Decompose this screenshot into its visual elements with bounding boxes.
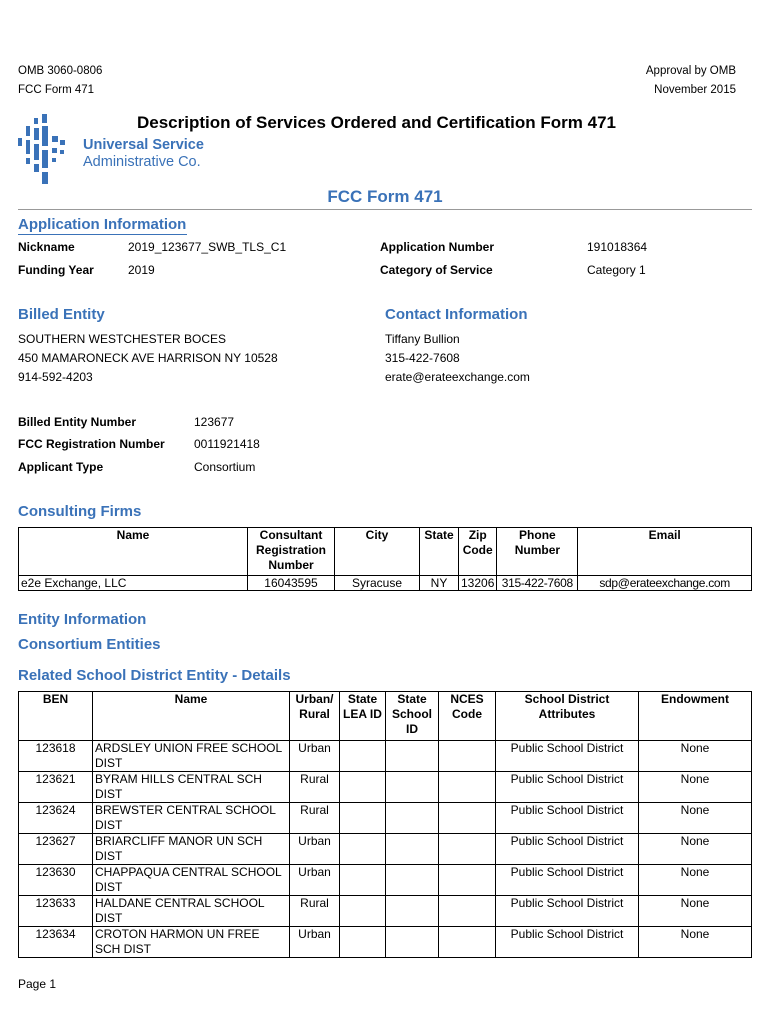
col-urban-rural: Urban/ Rural — [290, 692, 340, 741]
firm-email: sdp@erateexchange.com — [578, 576, 752, 591]
firm-registration: 16043595 — [248, 576, 335, 591]
table-row — [19, 865, 752, 896]
endowment-cell: None — [639, 896, 752, 927]
nces-cell — [439, 772, 496, 803]
applicant-type-value: Consortium — [194, 460, 256, 474]
table-row — [19, 896, 752, 927]
consulting-heading: Consulting Firms — [18, 503, 142, 520]
heading-underline — [18, 234, 187, 235]
col-registration: Consultant Registration Number — [248, 528, 335, 576]
ben-cell: 123633 — [19, 896, 93, 927]
applicant-type-label: Applicant Type — [18, 460, 104, 474]
table-row — [19, 803, 752, 834]
fcc-form-title: FCC Form 471 — [327, 187, 443, 206]
omb-number: OMB 3060-0806 — [18, 65, 103, 77]
col-ben: BEN — [19, 692, 93, 741]
table-header-row — [19, 692, 752, 741]
name-cell: CROTON HARMON UN FREE SCH DIST — [93, 927, 290, 958]
col-attributes: School District Attributes — [496, 692, 639, 741]
usac-logo-text — [83, 137, 204, 171]
page-number: Page 1 — [18, 977, 57, 991]
category-label: Category of Service — [380, 263, 493, 277]
name-cell: BYRAM HILLS CENTRAL SCH DIST — [93, 772, 290, 803]
col-name: Name — [19, 528, 248, 576]
firm-zip: 13206 — [459, 576, 497, 591]
billed-entity-heading: Billed Entity — [18, 306, 105, 323]
nces-cell — [439, 741, 496, 772]
contact-block — [385, 330, 530, 387]
col-name: Name — [93, 692, 290, 741]
table-row — [19, 834, 752, 865]
nces-cell — [439, 803, 496, 834]
col-endowment: Endowment — [639, 692, 752, 741]
billed-entity-name: SOUTHERN WESTCHESTER BOCES — [18, 332, 227, 346]
table-row — [19, 772, 752, 803]
ben-label: Billed Entity Number — [18, 415, 137, 429]
fcc-registration-label: FCC Registration Number — [18, 437, 165, 451]
endowment-cell: None — [639, 834, 752, 865]
urban-rural-cell: Rural — [290, 803, 340, 834]
header-right — [646, 62, 736, 100]
firm-state: NY — [420, 576, 459, 591]
urban-rural-cell: Urban — [290, 741, 340, 772]
fcc-registration-value: 0011921418 — [194, 437, 260, 451]
state-school-cell — [386, 865, 439, 896]
col-phone: Phone Number — [497, 528, 578, 576]
application-heading: Application Information — [18, 216, 187, 233]
ben-cell: 123621 — [19, 772, 93, 803]
usac-logo-icon — [16, 114, 80, 186]
attributes-cell: Public School District — [496, 834, 639, 865]
urban-rural-cell: Urban — [290, 865, 340, 896]
ben-cell: 123634 — [19, 927, 93, 958]
ben-cell: 123630 — [19, 865, 93, 896]
billed-entity-address: 450 MAMARONECK AVE HARRISON NY 10528 — [18, 351, 278, 365]
state-school-cell — [386, 741, 439, 772]
nces-cell — [439, 896, 496, 927]
state-lea-cell — [340, 741, 386, 772]
related-district-heading: Related School District Entity - Details — [18, 667, 291, 684]
billed-entity-phone: 914-592-4203 — [18, 370, 93, 384]
nces-cell — [439, 834, 496, 865]
entity-rows — [19, 741, 752, 958]
urban-rural-cell: Urban — [290, 927, 340, 958]
attributes-cell: Public School District — [496, 772, 639, 803]
category-value: Category 1 — [587, 263, 646, 277]
endowment-cell: None — [639, 741, 752, 772]
consortium-heading: Consortium Entities — [18, 636, 161, 653]
application-number-label: Application Number — [380, 240, 495, 254]
contact-email: erate@erateexchange.com — [385, 370, 530, 384]
attributes-cell: Public School District — [496, 896, 639, 927]
header-left — [18, 62, 102, 100]
name-cell: BREWSTER CENTRAL SCHOOL DIST — [93, 803, 290, 834]
approval-text: Approval by OMB — [645, 65, 736, 77]
ben-cell: 123627 — [19, 834, 93, 865]
urban-rural-cell: Rural — [290, 896, 340, 927]
table-row — [19, 927, 752, 958]
endowment-cell: None — [639, 772, 752, 803]
state-lea-cell — [340, 834, 386, 865]
col-city: City — [335, 528, 420, 576]
ben-cell: 123618 — [19, 741, 93, 772]
logo-line-1: Universal Service — [83, 137, 204, 153]
state-school-cell — [386, 927, 439, 958]
name-cell: HALDANE CENTRAL SCHOOL DIST — [93, 896, 290, 927]
form-number: FCC Form 471 — [18, 84, 95, 96]
urban-rural-cell: Rural — [290, 772, 340, 803]
nces-cell — [439, 927, 496, 958]
nickname-value: 2019_123677_SWB_TLS_C1 — [128, 240, 287, 254]
ben-value: 123677 — [194, 415, 235, 429]
state-lea-cell — [340, 865, 386, 896]
firm-phone: 315-422-7608 — [497, 576, 578, 591]
col-zip: Zip Code — [459, 528, 497, 576]
consulting-table — [18, 527, 752, 591]
entity-heading: Entity Information — [18, 611, 147, 628]
funding-year-label: Funding Year — [18, 263, 94, 277]
state-school-cell — [386, 896, 439, 927]
name-cell: BRIARCLIFF MANOR UN SCH DIST — [93, 834, 290, 865]
attributes-cell: Public School District — [496, 741, 639, 772]
state-school-cell — [386, 772, 439, 803]
firm-city: Syracuse — [335, 576, 420, 591]
name-cell: CHAPPAQUA CENTRAL SCHOOL DIST — [93, 865, 290, 896]
col-nces: NCES Code — [439, 692, 496, 741]
attributes-cell: Public School District — [496, 803, 639, 834]
state-school-cell — [386, 803, 439, 834]
col-email: Email — [578, 528, 752, 576]
nickname-label: Nickname — [18, 240, 75, 254]
state-lea-cell — [340, 927, 386, 958]
endowment-cell: None — [639, 803, 752, 834]
col-state: State — [420, 528, 459, 576]
logo-line-2: Administrative Co. — [83, 154, 201, 170]
nces-cell — [439, 865, 496, 896]
state-lea-cell — [340, 772, 386, 803]
contact-name: Tiffany Bullion — [385, 332, 460, 346]
attributes-cell: Public School District — [496, 865, 639, 896]
table-row — [19, 576, 752, 591]
entity-table — [18, 691, 752, 958]
endowment-cell: None — [639, 927, 752, 958]
attributes-cell: Public School District — [496, 927, 639, 958]
state-lea-cell — [340, 803, 386, 834]
table-row — [19, 741, 752, 772]
urban-rural-cell: Urban — [290, 834, 340, 865]
state-school-cell — [386, 834, 439, 865]
funding-year-value: 2019 — [128, 263, 155, 277]
firm-name: e2e Exchange, LLC — [19, 576, 248, 591]
col-state-lea: State LEA ID — [340, 692, 386, 741]
name-cell: ARDSLEY UNION FREE SCHOOL DIST — [93, 741, 290, 772]
ben-cell: 123624 — [19, 803, 93, 834]
endowment-cell: None — [639, 865, 752, 896]
col-state-school: State School ID — [386, 692, 439, 741]
divider — [18, 209, 752, 210]
billed-entity-block — [18, 330, 278, 387]
state-lea-cell — [340, 896, 386, 927]
contact-phone: 315-422-7608 — [385, 351, 460, 365]
contact-heading: Contact Information — [385, 306, 528, 323]
table-header-row — [19, 528, 752, 576]
approval-date: November 2015 — [654, 84, 736, 96]
page-title: Description of Services Ordered and Certification Form 471 — [137, 113, 616, 132]
application-number-value: 191018364 — [587, 240, 648, 254]
